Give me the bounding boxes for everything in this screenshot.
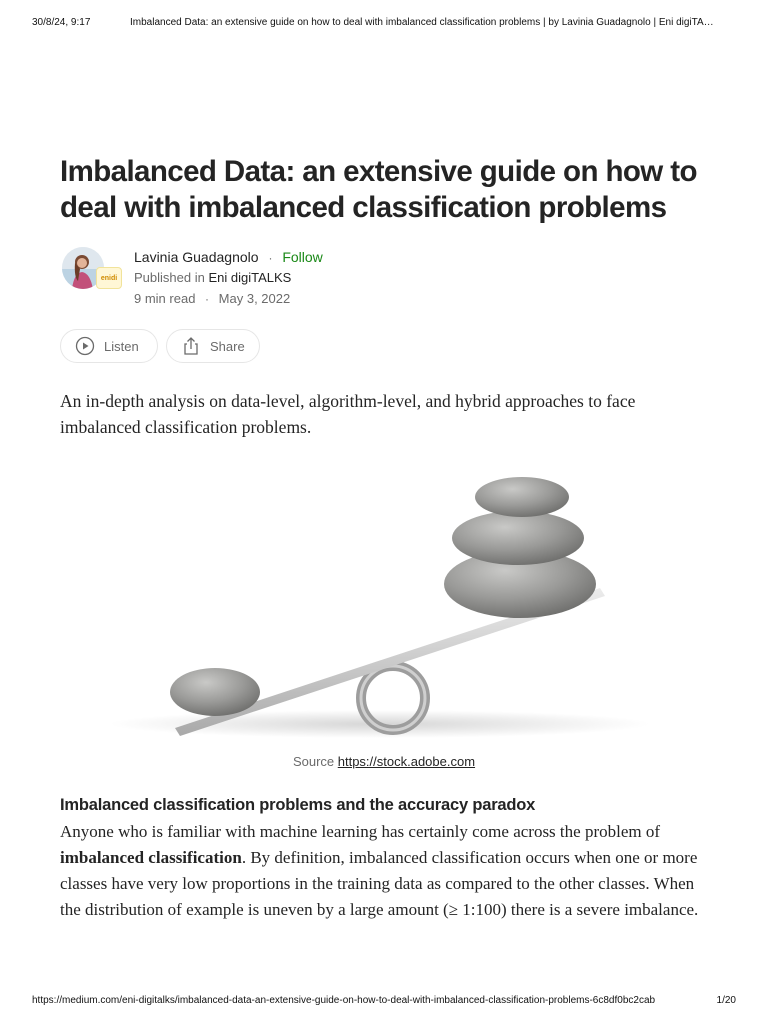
published-in-label: Published in	[134, 270, 205, 285]
para-text-1: Anyone who is familiar with machine learning has certainly come across the problem of	[60, 822, 661, 841]
image-caption	[0, 754, 768, 769]
para-text-2: . By definition, imbalanced classification occurs when one or more classes have very low proportions in the training data as compared to the other classes. When the distribution of example is uneven by a large amount (≥ 1:100) there is a severe imbalance.	[60, 848, 699, 919]
para-bold-term: imbalanced classification	[60, 848, 242, 867]
caption-source-link[interactable]: https://stock.adobe.com	[337, 754, 476, 769]
article-title: Imbalanced Data: an extensive guide on how to deal with imbalanced classification problems	[60, 155, 697, 224]
section-heading: Imbalanced classification problems and the accuracy paradox	[60, 796, 536, 814]
publication-badge: enidi	[96, 267, 122, 289]
publish-date: May 3, 2022	[218, 291, 291, 306]
author-block	[134, 247, 323, 309]
author-name[interactable]: Lavinia Guadagnolo	[134, 249, 259, 265]
play-circle-icon	[75, 336, 95, 356]
article-subtitle: An in-depth analysis on data-level, algorithm-level, and hybrid approaches to face imbalanced classification problems.	[60, 391, 636, 437]
publication-name[interactable]: Eni digiTALKS	[208, 270, 292, 285]
share-icon	[181, 336, 201, 356]
body-paragraph	[60, 819, 710, 923]
print-footer	[32, 995, 736, 1011]
print-page-number: 1/20	[716, 995, 736, 1006]
share-button[interactable]	[166, 329, 260, 363]
print-header	[32, 17, 736, 33]
date-separator: ·	[205, 292, 210, 306]
balance-stones-image	[110, 466, 660, 746]
read-time: 9 min read	[134, 291, 196, 306]
follow-button[interactable]: Follow	[282, 249, 323, 265]
author-separator: ·	[268, 251, 273, 265]
listen-label: Listen	[104, 338, 139, 354]
listen-button[interactable]	[60, 329, 158, 363]
share-label: Share	[210, 338, 245, 354]
caption-prefix: Source	[292, 754, 338, 769]
print-date: 30/8/24, 9:17	[32, 17, 91, 28]
print-document-title: Imbalanced Data: an extensive guide on how to deal with imbalanced classification problems | by Lavinia Guadagnolo | Eni digiTA…	[130, 17, 714, 28]
print-url: https://medium.com/eni-digitalks/imbalanced-data-an-extensive-guide-on-how-to-deal-with-imbalanced-classification-problems-6c8df0bc2cab	[32, 995, 656, 1006]
